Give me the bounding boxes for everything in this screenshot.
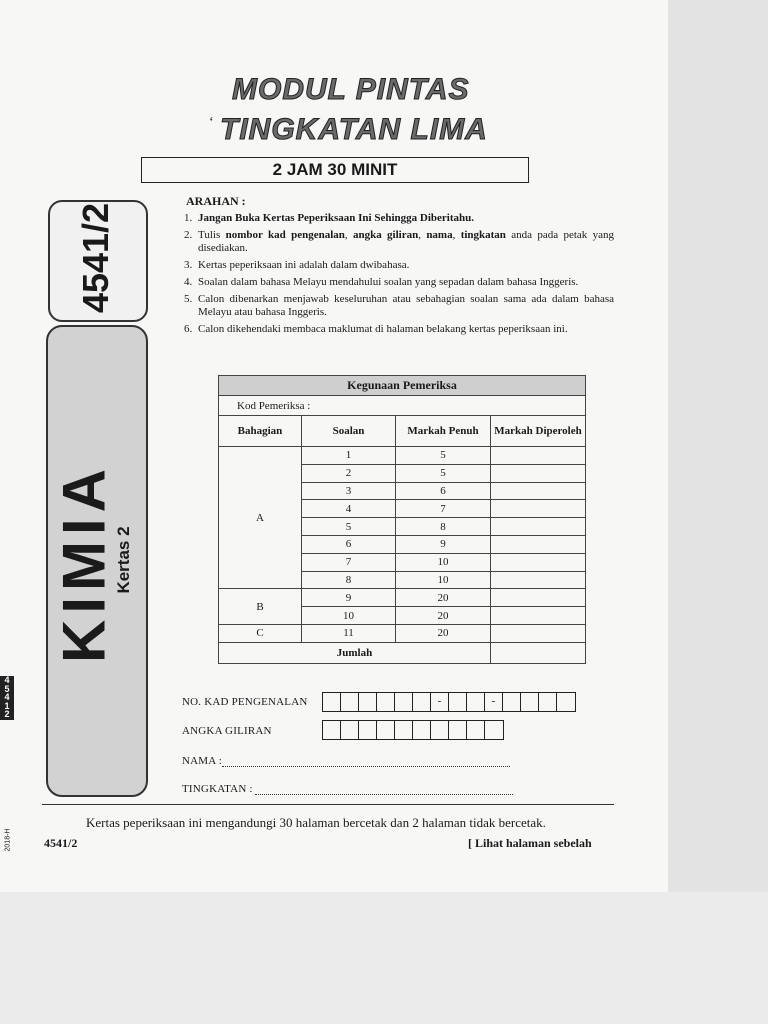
instruction-item: 6. Calon dikehendaki membaca maklumat di halaman belakang kertas peperiksaan ini.: [184, 323, 568, 335]
table-row: 3 6: [219, 482, 586, 500]
header-soalan: Soalan: [302, 416, 396, 447]
nama-field[interactable]: [222, 766, 510, 767]
tingkatan-label: TINGKATAN :: [182, 783, 253, 795]
section-b: B: [219, 589, 302, 625]
title-line-1: MODUL PINTAS: [232, 73, 470, 106]
table-row: 2 5: [219, 464, 586, 482]
giliran-label: ANGKA GILIRAN: [182, 725, 272, 737]
examiner-marks-table: [218, 375, 586, 664]
side-subject-name: KIMIA: [50, 463, 118, 663]
nama-label: NAMA :: [182, 755, 223, 767]
header-markah-diperoleh: Markah Diperoleh: [491, 416, 586, 447]
instruction-item: 4. Soalan dalam bahasa Melayu mendahului soalan yang sepadan dalam bahasa Inggeris.: [184, 276, 579, 288]
ic-number-boxes[interactable]: - -: [322, 692, 576, 712]
edge-code-strip: [0, 676, 14, 720]
header-bahagian: Bahagian: [219, 416, 302, 447]
mark-cell[interactable]: [491, 518, 586, 536]
instruction-item: 1. Jangan Buka Kertas Peperiksaan Ini Sehingga Diberitahu.: [184, 212, 474, 224]
instruction-item: 3. Kertas peperiksaan ini adalah dalam dwibahasa.: [184, 259, 410, 271]
table-row: A 1 5: [219, 447, 586, 465]
divider: [42, 804, 614, 805]
instructions-heading: ARAHAN :: [186, 194, 246, 208]
mark-cell[interactable]: [491, 464, 586, 482]
mark-cell[interactable]: [491, 607, 586, 625]
title-mark: ‘: [209, 115, 214, 130]
mark-cell[interactable]: [491, 553, 586, 571]
title-line-2: TINGKATAN LIMA: [220, 113, 488, 146]
table-row: 6 9: [219, 535, 586, 553]
mark-cell[interactable]: [491, 447, 586, 465]
section-a: A: [219, 447, 302, 589]
side-paper-number: Kertas 2: [114, 526, 133, 594]
total-label: Jumlah: [219, 642, 491, 663]
tingkatan-field[interactable]: [255, 794, 513, 795]
edge-small-code: 2018-H: [4, 828, 12, 852]
scan-background: [0, 892, 768, 1024]
ic-label: NO. KAD PENGENALAN: [182, 696, 308, 708]
instruction-item: 2. Tulis nombor kad pengenalan, angka giliran, nama, tingkatan anda pada petak yang disediakan.: [184, 229, 615, 254]
background-page-edge: [668, 0, 768, 892]
table-row: C 11 20: [219, 624, 586, 642]
mark-cell[interactable]: [491, 624, 586, 642]
instructions-list: [184, 212, 614, 340]
footer-paper-code: 4541/2: [44, 836, 78, 850]
table-row: 5 8: [219, 518, 586, 536]
edge-code-text: 4 5 4 1 2: [4, 675, 10, 720]
side-paper-code: 4541/2: [75, 202, 116, 314]
mark-cell[interactable]: [491, 500, 586, 518]
table-row: B 9 20: [219, 589, 586, 607]
giliran-boxes[interactable]: [322, 720, 504, 740]
table-row: 10 20: [219, 607, 586, 625]
mark-cell[interactable]: [491, 482, 586, 500]
examiner-code-field[interactable]: Kod Pemeriksa :: [219, 396, 586, 416]
duration-box: 2 JAM 30 MINIT: [141, 157, 529, 183]
header-markah-penuh: Markah Penuh: [396, 416, 491, 447]
section-c: C: [219, 624, 302, 642]
total-cell[interactable]: [491, 642, 586, 663]
mark-cell[interactable]: [491, 535, 586, 553]
table-row: 8 10: [219, 571, 586, 589]
mark-cell[interactable]: [491, 589, 586, 607]
table-caption: Kegunaan Pemeriksa: [219, 376, 586, 396]
next-page-note: [ Lihat halaman sebelah: [468, 836, 592, 850]
mark-cell[interactable]: [491, 571, 586, 589]
table-row: 4 7: [219, 500, 586, 518]
table-row: 7 10: [219, 553, 586, 571]
page-count-note: Kertas peperiksaan ini mengandungi 30 halaman bercetak dan 2 halaman tidak bercetak.: [86, 815, 546, 830]
instruction-item: 5. Calon dibenarkan menjawab keseluruhan atau sebahagian soalan sama ada dalam bahasa Melayu atau bahasa Inggeris.: [184, 293, 614, 318]
